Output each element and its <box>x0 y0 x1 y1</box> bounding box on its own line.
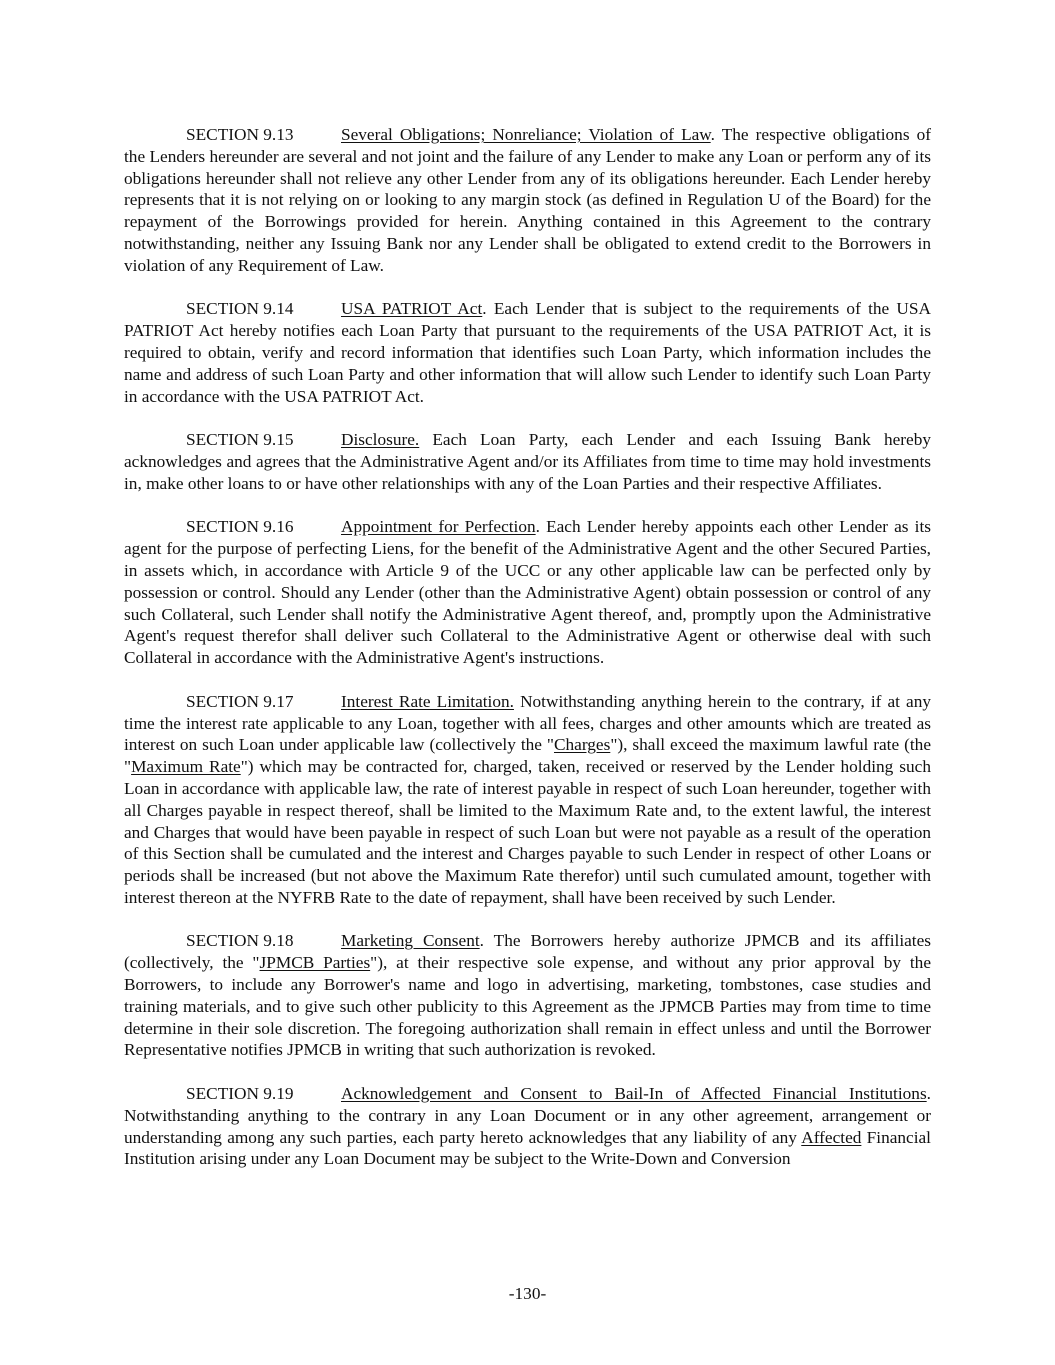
section-9-15 <box>124 429 931 494</box>
section-body: Each Lender hereby appoints each other Lender as its agent for the purpose of perfecting Liens, for the benefit of the Administrative Agent and the other Secured Parties, in assets which, in accordance with Article 9 of the UCC or any other applicable law can be perfected only by possession or control. Should any Lender (other than the Administrative Agent) obtain possession or control of any such Collateral, such Lender shall notify the Administrative Agent thereof, and, promptly upon the Administrative Agent's request therefor shall deliver such Collateral to the Administrative Agent or otherwise deal with such Collateral in accordance with the Administrative Agent's instructions. <box>124 517 931 668</box>
document-page <box>124 124 931 1192</box>
section-9-16: SECTION 9.16 Appointment for Perfection. Each Lender hereby appoints each other Lender as its agent for the purpose of perfecting Liens, for the benefit of the Administrative Agent and the other Secured Parties, in assets which, in accordance with Article 9 of the UCC or any other applicable law can be perfected only by possession or control. Should any Lender (other than the Administrative Agent) obtain possession or control of any such Collateral, such Lender shall notify the Administrative Agent thereof, and, promptly upon the Administrative Agent's request therefor shall deliver such Collateral to the Administrative Agent or otherwise deal with such Collateral in accordance with the Administrative Agent's instructions. <box>124 517 931 668</box>
section-9-14: SECTION 9.14 USA PATRIOT Act. Each Lender that is subject to the requirements of the USA PATRIOT Act hereby notifies each Loan Party that pursuant to the requirements of the USA PATRIOT Act, it is required to obtain, verify and record information that identifies such Loan Party, which information includes the name and address of such Loan Party and other information that will allow such Lender to identify such Loan Party in accordance with the USA PATRIOT Act. <box>124 299 932 406</box>
section-title: USA PATRIOT Act <box>341 299 483 319</box>
section-number: SECTION 9.15 <box>186 430 294 450</box>
section-number: SECTION 9.17 <box>186 691 294 711</box>
section-9-18: SECTION 9.18 Marketing Consent. The Borrowers hereby authorize JPMCB and its affiliates (collectively, the "JPMCB Parties"), at their respective sole expense, and without any prior approval by the Borrowers, to include any Borrower's name and logo in advertising, marketing, tombstones, case studies and training materials, and to give such other publicity to this Agreement as the JPMCB Parties may from time to time determine in their sole discretion. The foregoing authorization shall remain in effect unless and until the Borrower Representative notifies JPMCB in writing that such authorization is revoked. <box>124 931 931 1060</box>
section-title: Appointment for Perfection <box>341 517 536 537</box>
defined-term-affected: Affected <box>801 1127 862 1147</box>
section-body: Each Loan Party, each Lender and each Issuing Bank hereby acknowledges and agrees that the Administrative Agent and/or its Affiliates from time to time may hold investments in, make other loans to or have other relationships with any of the Loan Parties and their respective Affiliates. <box>124 430 931 493</box>
section-title: Interest Rate Limitation. <box>341 691 514 711</box>
section-number: SECTION 9.14 <box>186 299 294 319</box>
section-number: SECTION 9.19 <box>186 1084 294 1104</box>
section-title: Disclosure. <box>341 430 420 450</box>
section-body: Each Lender that is subject to the requirements of the USA PATRIOT Act hereby notifies each Loan Party that pursuant to the requirements of the USA PATRIOT Act, it is required to obtain, verify and record information that identifies such Loan Party, which information includes the name and address of such Loan Party and other information that will allow such Lender to identify such Loan Party in accordance with the USA PATRIOT Act. <box>124 299 932 406</box>
section-body: The respective obligations of the Lenders hereunder are several and not joint and the failure of any Lender to make any Loan or perform any of its obligations hereunder shall not relieve any other Lender from any of its obligations hereunder. Each Lender hereby represents that it is not relying on or looking to any margin stock (as defined in Regulation U of the Board) for the repayment of the Borrowings provided for herein. Anything contained in this Agreement to the contrary notwithstanding, neither any Issuing Bank nor any Lender shall be obligated to extend credit to the Borrowers in violation of any Requirement of Law. <box>124 125 931 275</box>
section-9-17: SECTION 9.17 Interest Rate Limitation. Notwithstanding anything herein to the contrary, if at any time the interest rate applicable to any Loan, together with all fees, charges and other amounts which are treated as interest on such Loan under applicable law (collectively the "Charges"), shall exceed the maximum lawful rate (the "Maximum Rate") which may be contracted for, charged, taken, received or reserved by the Lender holding such Loan in accordance with applicable law, the rate of interest payable in respect of such Loan hereunder, together with all Charges payable in respect thereof, shall be limited to the Maximum Rate and, to the extent lawful, the interest and Charges that would have been payable in respect of such Loan but were not payable as a result of the operation of this Section shall be cumulated and the interest and Charges payable to such Lender in respect of other Loans or periods shall be increased (but not above the Maximum Rate therefor) until such cumulated amount, together with interest thereon at the NYFRB Rate to the date of repayment, shall have been received by such Lender. <box>124 691 932 907</box>
section-number: SECTION 9.13 <box>186 125 294 144</box>
section-body: The Borrowers hereby authorize JPMCB and its affiliates (collectively, the " <box>124 931 931 973</box>
section-body: Notwithstanding anything herein to the contrary, if at any time the interest rate applicable to any Loan, together with all fees, charges and other amounts which are treated as interest on such Loan under applicable law (collectively the " <box>124 691 932 755</box>
page-number: -130- <box>508 1284 547 1303</box>
defined-term-maximum-rate: Maximum Rate <box>131 757 241 777</box>
defined-term-jpmcb-parties: JPMCB Parties <box>259 953 371 973</box>
section-9-13: SECTION 9.13 Several Obligations; Nonreliance; Violation of Law. The respective obligations of the Lenders hereunder are several and not joint and the failure of any Lender to make any Loan or perform any of its obligations hereunder shall not relieve any other Lender from any of its obligations hereunder. Each Lender hereby represents that it is not relying on or looking to any margin stock (as defined in Regulation U of the Board) for the repayment of the Borrowings provided for herein. Anything contained in this Agreement to the contrary notwithstanding, neither any Issuing Bank nor any Lender shall be obligated to extend credit to the Borrowers in violation of any Requirement of Law. <box>124 125 931 275</box>
section-title: Several Obligations; Nonreliance; Violation of Law <box>341 125 711 144</box>
defined-term-charges: Charges <box>553 735 611 755</box>
section-title: Acknowledgement and Consent to Bail-In of Affected Financial Institutions <box>341 1084 927 1104</box>
section-number: SECTION 9.18 <box>186 931 294 951</box>
section-body: Notwithstanding anything to the contrary in any Loan Document or in any other agreement, arrangement or understanding among any such parties, each party hereto acknowledges that any liability of any <box>124 1105 931 1147</box>
section-title: Marketing Consent <box>341 931 480 951</box>
section-number: SECTION 9.16 <box>186 517 294 537</box>
section-9-19: SECTION 9.19 Acknowledgement and Consent to Bail-In of Affected Financial Institutions. Notwithstanding anything to the contrary in any Loan Document or in any other agreement, arrangement or understanding among any such parties, each party hereto acknowledges that any liability of any Affected Financial Institution arising under any Loan Document may be subject to the Write-Down and Conversion <box>124 1084 931 1169</box>
